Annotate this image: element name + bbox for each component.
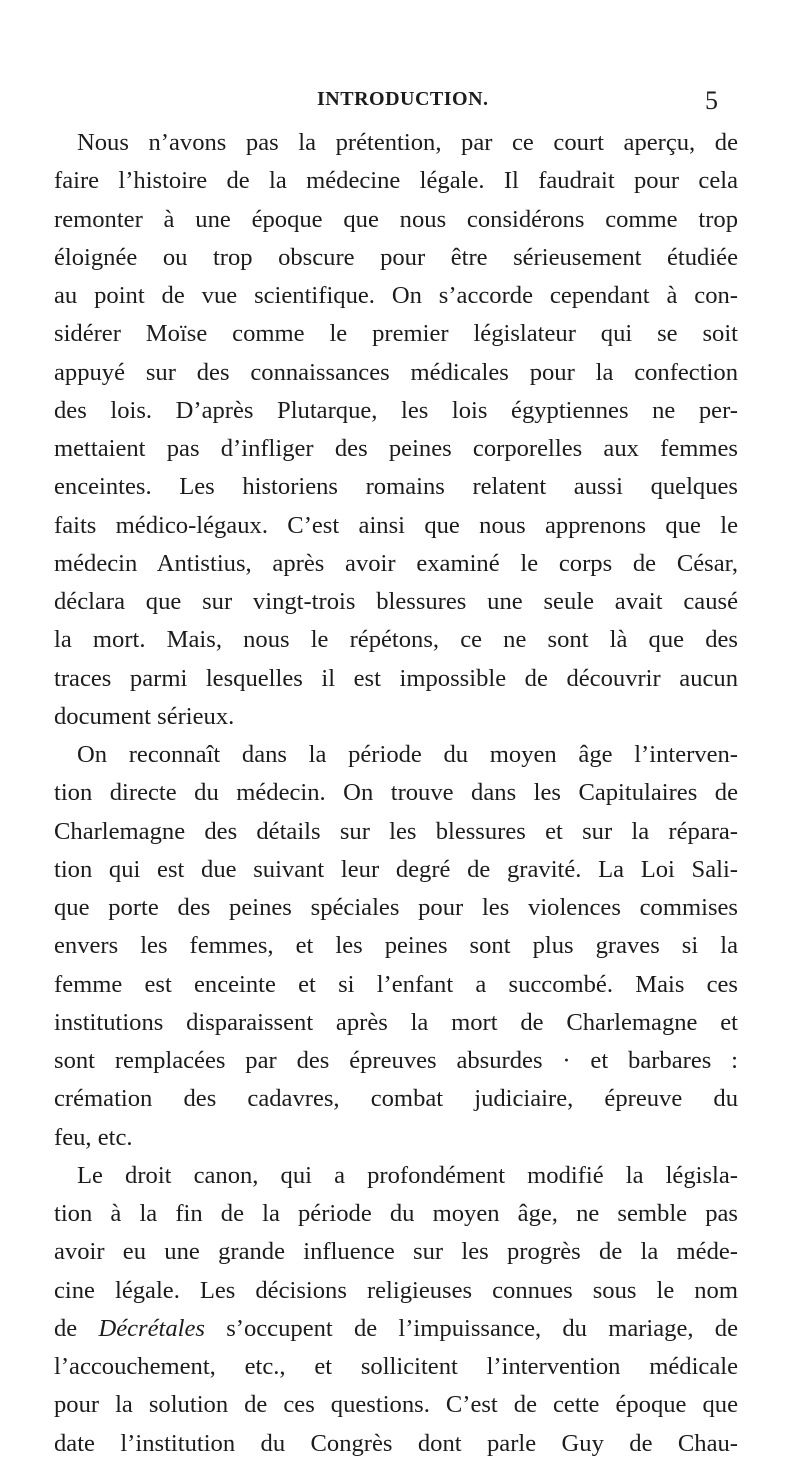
text-line: déclara que sur vingt-trois blessures une seule avait causé (54, 588, 738, 615)
page-header (0, 88, 800, 118)
text-line: document sérieux. (54, 702, 235, 730)
paragraph-2 (54, 736, 738, 1157)
italic-line-post: s’occupent de l’impuissance, du mariage, de (204, 1314, 738, 1342)
italic-line-pre: de (54, 1314, 99, 1342)
text-line: Le droit canon, qui a profondément modifié la législa- (77, 1161, 738, 1189)
text-line: crémation des cadavres, combat judiciaire, épreuve du (54, 1085, 738, 1113)
text-line: tion à la fin de la période du moyen âge, ne semble pas (54, 1200, 738, 1227)
text-line: date l’institution du Congrès dont parle Guy de Chau- (54, 1429, 738, 1457)
text-line-with-italic (54, 1310, 738, 1348)
text-line: pour la solution de ces questions. C’est de cette époque que (54, 1391, 738, 1419)
text-line: faire l’histoire de la médecine légale. Il faudrait pour cela (54, 167, 738, 195)
text-line: que porte des peines spéciales pour les violences commises (54, 894, 738, 921)
text-line: cine légale. Les décisions religieuses connues sous le nom (54, 1276, 738, 1304)
text-line: feu, etc. (54, 1123, 133, 1151)
text-line: traces parmi lesquelles il est impossible de découvrir aucun (54, 664, 738, 692)
text-line: Nous n’avons pas la prétention, par ce court aperçu, de (77, 129, 738, 156)
body-text (54, 124, 738, 1463)
text-line: remonter à une époque que nous considérons comme trop (54, 205, 738, 233)
text-line: l’accouchement, etc., et sollicitent l’intervention médicale (54, 1353, 738, 1380)
text-line: tion directe du médecin. On trouve dans les Capitulaires de (54, 779, 738, 807)
text-line: la mort. Mais, nous le répétons, ce ne sont là que des (54, 626, 738, 654)
decretales-term: Décrétales (98, 1314, 205, 1342)
text-line: envers les femmes, et les peines sont plus graves si la (54, 932, 738, 960)
text-line: sont remplacées par des épreuves absurdes · et barbares : (54, 1047, 738, 1074)
text-line: enceintes. Les historiens romains relatent aussi quelques (54, 473, 738, 501)
text-line: tion qui est due suivant leur degré de gravité. La Loi Sali- (54, 855, 738, 883)
paragraph-3 (54, 1157, 738, 1463)
text-line: des lois. D’après Plutarque, les lois égyptiennes ne per- (54, 396, 738, 424)
text-line: médecin Antistius, après avoir examiné le corps de César, (54, 549, 738, 577)
text-line: appuyé sur des connaissances médicales pour la confection (54, 358, 738, 386)
text-line: éloignée ou trop obscure pour être sérieusement étudiée (54, 243, 738, 271)
text-line: On reconnaît dans la période du moyen âge l’interven- (77, 741, 738, 768)
text-line: sidérer Moïse comme le premier législateur qui se soit (54, 320, 738, 348)
text-line: au point de vue scientifique. On s’accorde cependant à con- (54, 282, 738, 309)
text-line: institutions disparaissent après la mort de Charlemagne et (54, 1008, 738, 1036)
running-title: INTRODUCTION. (317, 88, 489, 110)
text-line: avoir eu une grande influence sur les progrès de la méde- (54, 1238, 738, 1266)
text-line: femme est enceinte et si l’enfant a succombé. Mais ces (54, 970, 738, 998)
page-number: 5 (705, 86, 718, 115)
text-line: faits médico-légaux. C’est ainsi que nous apprenons que le (54, 511, 738, 539)
text-line: mettaient pas d’infliger des peines corporelles aux femmes (54, 435, 738, 462)
text-line: Charlemagne des détails sur les blessures et sur la répara- (54, 817, 738, 845)
paragraph-1 (54, 124, 738, 736)
